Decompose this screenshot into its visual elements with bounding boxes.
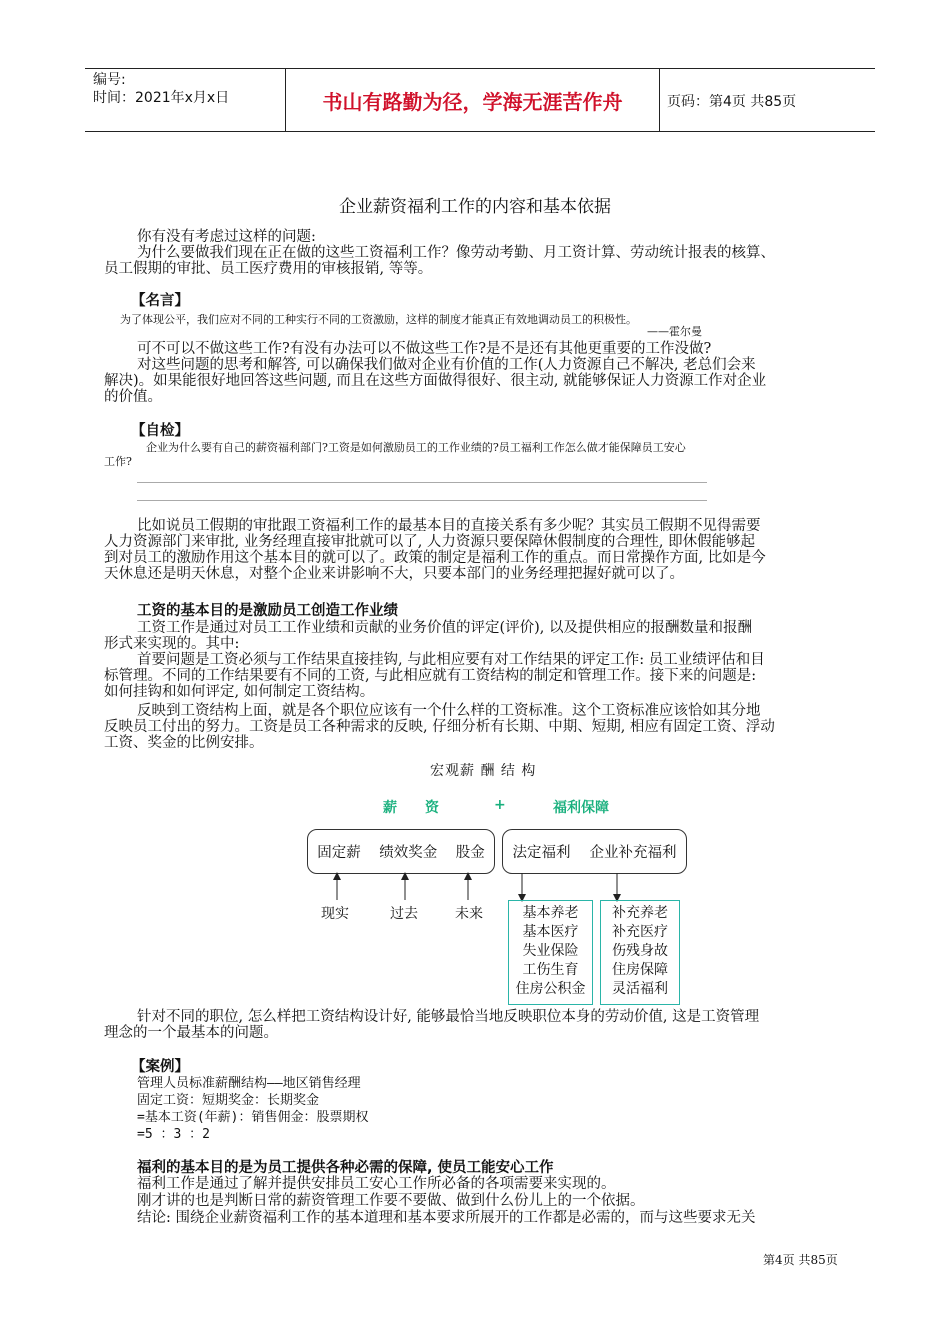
paragraph-line: 结论: 围绕企业薪资福利工作的基本道理和基本要求所展开的工作都是必需的，而与这些要求无关 (137, 1210, 756, 1226)
list-item: 住房保障 (612, 962, 668, 978)
salary-heading: 薪 资 (383, 800, 439, 816)
section-heading: 工资的基本目的是激励员工创造工作业绩 (137, 603, 398, 619)
diagram-title: 宏观薪 酬 结 构 (430, 763, 537, 779)
past-label: 过去 (390, 906, 418, 922)
reality-label: 现实 (321, 906, 349, 922)
paragraph-line: 反映到工资结构上面，就是各个职位应该有一个什么样的工资标准。这个工资标准应该恰如其分地 (137, 703, 761, 719)
list-item: 住房公积金 (515, 981, 586, 997)
paragraph-line: 工资工作是通过对员工工作业绩和贡献的业务价值的评定(评价), 以及提供相应的报酬数量和报酬 (137, 620, 753, 636)
paragraph-line: 比如说员工假期的审批跟工资福利工作的最基本目的直接关系有多少呢？其实员工假期不见得需要 (137, 518, 761, 534)
intro-line: 为什么要做我们现在正在做的这些工资福利工作？像劳动考勤、月工资计算、劳动统计报表的核算、 (137, 245, 775, 261)
intro-line: 你有没有考虑过这样的问题: (137, 229, 316, 245)
paragraph-line: 刚才讲的也是判断日常的薪资管理工作要不要做、做到什么份儿上的一个依据。 (137, 1193, 645, 1209)
section-heading: 福利的基本目的是为员工提供各种必需的保障, 使员工能安心工作 (137, 1160, 554, 1176)
statutory-welfare-list (508, 900, 593, 1005)
quote-text: 为了体现公平，我们应对不同的工种实行不同的工资激励，这样的制度才能真正有效地调动员工的积极性。 (120, 313, 637, 326)
performance-bonus-label: 绩效奖金 (379, 845, 438, 861)
code-label: 编号: (93, 72, 126, 88)
page-footer: 第4页 共85页 (763, 1253, 838, 1267)
case-line: =基本工资(年薪)：销售佣金：股票期权 (137, 1110, 369, 1125)
paragraph-line: 形式来实现的。其中: (104, 636, 240, 652)
equity-label: 股金 (455, 845, 485, 861)
document-title: 企业薪资福利工作的内容和基本依据 (339, 197, 611, 217)
paragraph-line: 对这些问题的思考和解答, 可以确保我们做对企业有价值的工作(人力资源自己不解决, 老总们会来 (137, 357, 756, 373)
fixed-salary-label: 固定薪 (317, 845, 361, 861)
list-item: 伤残身故 (612, 943, 668, 959)
case-line: 固定工资：短期奖金：长期奖金 (137, 1093, 320, 1108)
intro-line: 员工假期的审批、员工医疗费用的审核报销, 等等。 (104, 261, 433, 277)
time-label: 时间：2021年x月x日 (93, 90, 230, 106)
list-item: 补充养老 (612, 905, 668, 921)
paragraph-line: 如何挂钩和如何评定, 如何制定工资结构。 (104, 684, 375, 700)
list-item: 灵活福利 (612, 981, 668, 997)
case-line: 管理人员标准薪酬结构——地区销售经理 (137, 1076, 361, 1091)
paragraph-line: 天休息还是明天休息，对整个企业来讲影响不大，只要本部门的业务经理把握好就可以了。 (104, 566, 684, 582)
paragraph-line: 解决)。如果能很好地回答这些问题, 而且在这些方面做得很好、很主动, 就能够保证人力资源工作对企业 (104, 373, 767, 389)
paragraph-line: 工资、奖金的比例安排。 (104, 735, 264, 751)
paragraph-line: 首要问题是工资必须与工作结果直接挂钩, 与此相应要有对工作结果的评定工作: 员工业绩评估和目 (137, 652, 765, 668)
supplementary-welfare-list (600, 900, 680, 1005)
list-item: 基本医疗 (522, 924, 579, 940)
statutory-welfare-label: 法定福利 (512, 845, 571, 861)
self-check-label: 【自检】 (131, 423, 189, 439)
plus-sign: + (494, 797, 506, 813)
paragraph-line: 的价值。 (104, 389, 162, 405)
future-label: 未来 (455, 906, 483, 922)
paragraph-line: 可不可以不做这些工作?有没有办法可以不做这些工作?是不是还有其他更重要的工作没做? (137, 341, 712, 357)
paragraph-line: 福利工作是通过了解并提供安排员工安心工作所必备的各项需要来实现的。 (137, 1176, 616, 1192)
self-check-text: 工作? (104, 455, 132, 468)
header-motto: 书山有路勤为径，学海无涯苦作舟 (285, 69, 660, 131)
paragraph-line: 针对不同的职位, 怎么样把工资结构设计好, 能够最恰当地反映职位本身的劳动价值, 这是工资管理 (137, 1009, 760, 1025)
list-item: 补充医疗 (612, 924, 668, 940)
welfare-heading: 福利保障 (553, 800, 609, 816)
paragraph-line: 反映员工付出的努力。工资是员工各种需求的反映, 仔细分析有长期、中期、短期, 相应有固定工资、浮动 (104, 719, 775, 735)
supplementary-welfare-label: 企业补充福利 (589, 845, 677, 861)
quote-author: ——霍尔曼 (647, 325, 702, 338)
list-item: 基本养老 (522, 905, 579, 921)
paragraph-line: 到对员工的激励作用这个基本目的就可以了。政策的制定是福利工作的重点。而日常操作方面, 比如是今 (104, 550, 766, 566)
paragraph-line: 人力资源部门来审批, 业务经理直接审批就可以了, 人力资源只要保障休假制度的合理性, 即休假能够起 (104, 534, 756, 550)
paragraph-line: 标管理。不同的工作结果要有不同的工资, 与此相应就有工资结构的制定和管理工作。接下来的问题是: (104, 668, 757, 684)
paragraph-line: 理念的一个最基本的问题。 (104, 1025, 278, 1041)
list-item: 工伤生育 (522, 962, 579, 978)
quote-label: 【名言】 (131, 293, 189, 309)
case-line: =5 ：3 ：2 (137, 1127, 210, 1142)
header-page-info: 页码：第4页 共85页 (667, 94, 797, 110)
self-check-text: 企业为什么要有自己的薪资福利部门?工资是如何激励员工的工作业绩的?员工福利工作怎么做才能保障员工安心 (146, 441, 686, 454)
list-item: 失业保险 (522, 943, 579, 959)
case-label: 【案例】 (131, 1059, 189, 1075)
